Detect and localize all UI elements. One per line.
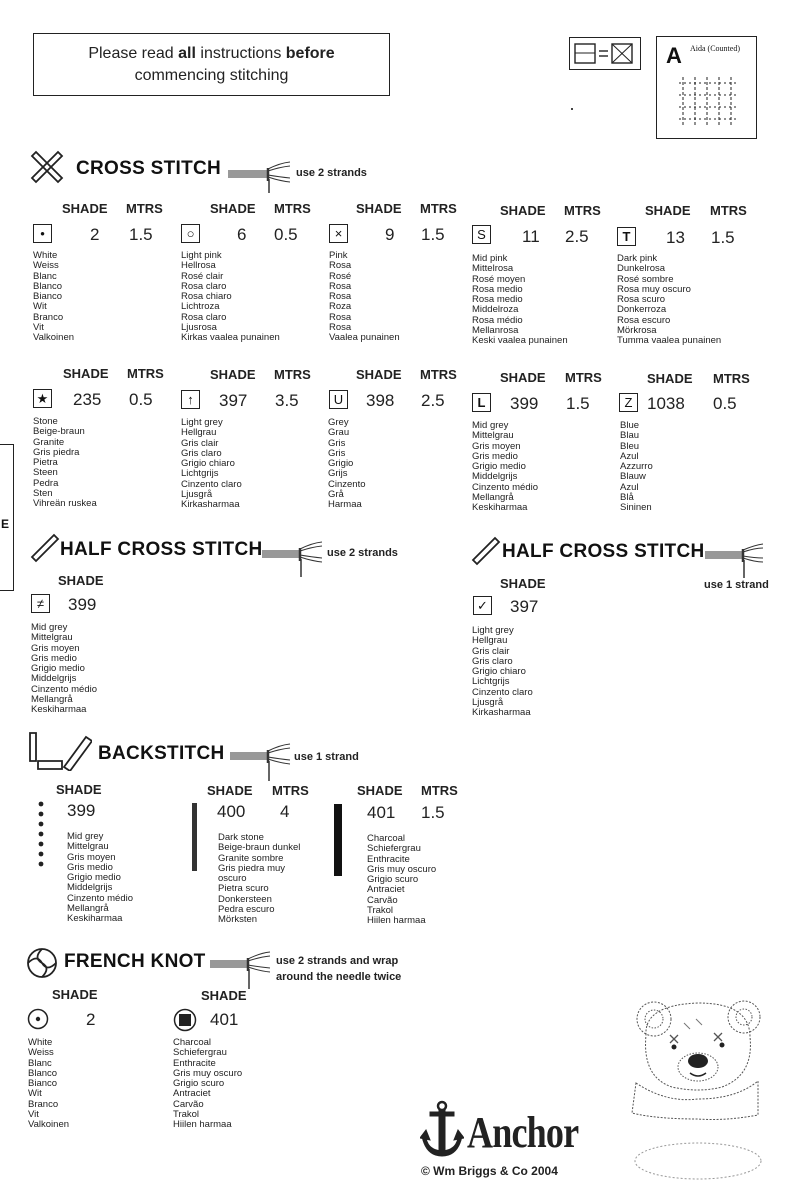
mtrs-value: 1.5 — [129, 225, 153, 244]
mtrs-value: 3.5 — [275, 391, 299, 410]
fabric-letter: A — [666, 43, 682, 68]
shade-header: SHADE — [62, 201, 108, 216]
speck — [571, 108, 573, 110]
symbol-circle: ○ — [181, 224, 200, 243]
aida-weave-icon — [679, 75, 737, 129]
edge-tab-letter: E — [1, 517, 10, 531]
shade-header: SHADE — [210, 201, 256, 216]
colour-names: Blue Blau Bleu Azul Azzurro Blauw Azul Blå Sininen — [620, 420, 653, 514]
shade-value: 399 — [67, 801, 96, 820]
mtrs-value: 4 — [280, 802, 290, 821]
shade-value: 2 — [90, 225, 100, 244]
mtrs-value: 0.5 — [274, 225, 298, 244]
mtrs-header: MTRS — [421, 783, 458, 798]
colour-names: Mid grey Mittelgrau Gris moyen Gris medio Grigio medio Middelgrijs Cinzento médio Mellangrå Keskiharmaa — [472, 420, 539, 514]
colour-names: Light grey Hellgrau Gris clair Gris claro Grigio chiaro Lichtgrijs Cinzento claro Ljusgrå Kirkasharmaa — [181, 417, 242, 511]
mtrs-header: MTRS — [126, 201, 163, 216]
mtrs-header: MTRS — [127, 366, 164, 381]
teddy-bear-illustration — [626, 995, 768, 1129]
symbol-dot: • — [33, 224, 52, 243]
shade-value: 400 — [217, 802, 246, 821]
fabric-label: Aida (Counted) — [690, 44, 740, 53]
shade-value: 397 — [219, 391, 248, 410]
shade-value: 399 — [68, 595, 97, 614]
half-cross-note: use 1 strand — [704, 579, 769, 591]
colour-names: Mid grey Mittelgrau Gris moyen Gris medio Grigio medio Middelgrijs Cinzento médio Mellangrå Keskiharmaa — [67, 831, 134, 925]
cross-stitch-note: use 2 strands — [296, 167, 367, 179]
mtrs-value: 1.5 — [421, 225, 445, 244]
backstitch-note: use 1 strand — [294, 751, 359, 763]
colour-names: Stone Beige-braun Granite Gris piedra Pietra Steen Pedra Sten Vihreän ruskea — [33, 416, 97, 510]
half-cross-icon — [471, 536, 501, 566]
shade-header: SHADE — [500, 576, 546, 591]
mtrs-header: MTRS — [420, 367, 457, 382]
colour-names: White Weiss Blanc Blanco Bianco Wit Branco Vit Valkoinen — [28, 1037, 70, 1131]
needle-icon — [262, 539, 322, 577]
french-knot-note-line2: around the needle twice — [276, 971, 402, 983]
mtrs-header: MTRS — [713, 371, 750, 386]
mtrs-value: 0.5 — [713, 394, 737, 413]
copyright: © Wm Briggs & Co 2004 — [421, 1164, 558, 1178]
half-cross-title: HALF CROSS STITCH — [60, 539, 263, 560]
anchor-icon — [420, 1100, 464, 1160]
colour-names: Dark stone Beige-braun dunkel Granite sombre Gris piedra muy oscuro Pietra scuro Donkersteen Pedra escuro Mörksten — [218, 832, 301, 926]
shade-header: SHADE — [500, 203, 546, 218]
shade-header: SHADE — [357, 783, 403, 798]
mtrs-value: 1.5 — [566, 394, 590, 413]
mtrs-header: MTRS — [274, 201, 311, 216]
colour-names: Dark pink Dunkelrosa Rosé sombre Rosa muy oscuro Rosa scuro Donkerroza Rosa escuro Mörkrosa Tumma vaalea punainen — [617, 253, 722, 347]
shade-header: SHADE — [210, 367, 256, 382]
mtrs-value: 0.5 — [129, 390, 153, 409]
colour-names: Light grey Hellgrau Gris clair Gris claro Grigio chiaro Lichtgrijs Cinzento claro Ljusgrå Kirkasharmaa — [472, 625, 533, 719]
mtrs-value: 1.5 — [711, 228, 735, 247]
symbol-star: ★ — [33, 389, 52, 408]
colour-names: Grey Grau Gris Gris Grigio Grijs Cinzento Grå Harmaa — [328, 417, 366, 511]
shade-value: 13 — [666, 228, 685, 247]
backstitch-icon — [26, 731, 92, 771]
shade-header: SHADE — [356, 367, 402, 382]
shade-value: 235 — [73, 390, 102, 409]
mtrs-value: 1.5 — [421, 803, 445, 822]
needle-icon — [705, 542, 765, 578]
shade-header: SHADE — [58, 573, 104, 588]
shade-value: 11 — [522, 227, 540, 246]
brand-name: Anchor — [467, 1108, 579, 1157]
shade-header: SHADE — [63, 366, 109, 381]
knot-dot-icon — [27, 1008, 49, 1030]
fabric-box — [656, 36, 757, 139]
colour-names: Charcoal Schiefergrau Enthracite Gris muy oscuro Grigio scuro Antraciet Carvão Trakol Hiilen harmaa — [173, 1037, 243, 1131]
shade-value: 1038 — [647, 394, 685, 413]
symbol-l: L — [472, 393, 491, 412]
cross-stitch-title: CROSS STITCH — [76, 158, 222, 179]
mtrs-header: MTRS — [565, 370, 602, 385]
french-knot-icon — [25, 946, 59, 980]
symbol-arrow-up: ↑ — [181, 390, 200, 409]
colour-names: Mid grey Mittelgrau Gris moyen Gris medio Grigio medio Middelgrijs Cinzento médio Mellangrå Keskiharmaa — [31, 622, 98, 716]
shade-value: 399 — [510, 394, 539, 413]
half-cross-title: HALF CROSS STITCH — [502, 541, 705, 562]
instructions-box — [33, 33, 390, 96]
mtrs-header: MTRS — [272, 783, 309, 798]
mtrs-header: MTRS — [710, 203, 747, 218]
shade-header: SHADE — [201, 988, 247, 1003]
mtrs-header: MTRS — [564, 203, 601, 218]
shade-value: 9 — [385, 225, 395, 244]
oval-placeholder — [632, 1140, 764, 1182]
colour-names: Charcoal Schiefergrau Enthracite Gris muy oscuro Grigio scuro Antraciet Carvão Trakol Hiilen harmaa — [367, 833, 437, 927]
shade-header: SHADE — [645, 203, 691, 218]
dotted-line-icon — [37, 800, 45, 872]
shade-header: SHADE — [52, 987, 98, 1002]
symbol-t: T — [617, 227, 636, 246]
symbol-not-equal: ≠ — [31, 594, 50, 613]
shade-value: 6 — [237, 225, 247, 244]
needle-equals-icon — [569, 37, 641, 70]
knot-square-icon — [173, 1008, 197, 1032]
symbol-s: S — [472, 225, 491, 244]
edge-tab — [0, 444, 14, 591]
line-sample-medium — [192, 803, 197, 871]
shade-value: 397 — [510, 597, 539, 616]
shade-header: SHADE — [56, 782, 102, 797]
needle-icon — [228, 159, 290, 193]
mtrs-header: MTRS — [420, 201, 457, 216]
colour-names: White Weiss Blanc Blanco Bianco Wit Branco Vit Valkoinen — [33, 250, 75, 344]
mtrs-header: MTRS — [274, 367, 311, 382]
mtrs-value: 2.5 — [421, 391, 445, 410]
shade-header: SHADE — [356, 201, 402, 216]
shade-header: SHADE — [207, 783, 253, 798]
symbol-z: Z — [619, 393, 638, 412]
half-cross-note: use 2 strands — [327, 547, 398, 559]
colour-names: Pink Rosa Rosé Rosa Rosa Roza Rosa Rosa Vaalea punainen — [329, 250, 400, 344]
symbol-check: ✓ — [473, 596, 492, 615]
needle-icon — [210, 951, 272, 989]
needle-icon — [230, 743, 292, 781]
french-knot-note-line1: use 2 strands and wrap — [276, 955, 399, 967]
shade-header: SHADE — [500, 370, 546, 385]
colour-names: Mid pink Mittelrosa Rosé moyen Rosa medio Rosa medio Middelroza Rosa médio Mellanrosa Keski vaalea punainen — [472, 253, 568, 347]
backstitch-title: BACKSTITCH — [98, 743, 225, 764]
symbol-u: U — [329, 390, 348, 409]
line-sample-dark — [334, 804, 342, 876]
shade-value: 401 — [367, 803, 396, 822]
shade-header: SHADE — [647, 371, 693, 386]
instructions-line1: Please read all instructions before — [88, 44, 335, 62]
mtrs-value: 2.5 — [565, 227, 589, 246]
shade-value: 2 — [86, 1010, 96, 1029]
half-cross-icon — [30, 533, 60, 563]
french-knot-title: FRENCH KNOT — [64, 951, 206, 972]
symbol-x: × — [329, 224, 348, 243]
cross-stitch-icon — [30, 150, 64, 184]
instructions-line2: commencing stitching — [134, 66, 289, 84]
colour-names: Light pink Hellrosa Rosé clair Rosa claro Rosa chiaro Lichtroza Rosa claro Ljusrosa Kirkas vaalea punainen — [181, 250, 280, 344]
shade-value: 398 — [366, 391, 395, 410]
shade-value: 401 — [210, 1010, 239, 1029]
